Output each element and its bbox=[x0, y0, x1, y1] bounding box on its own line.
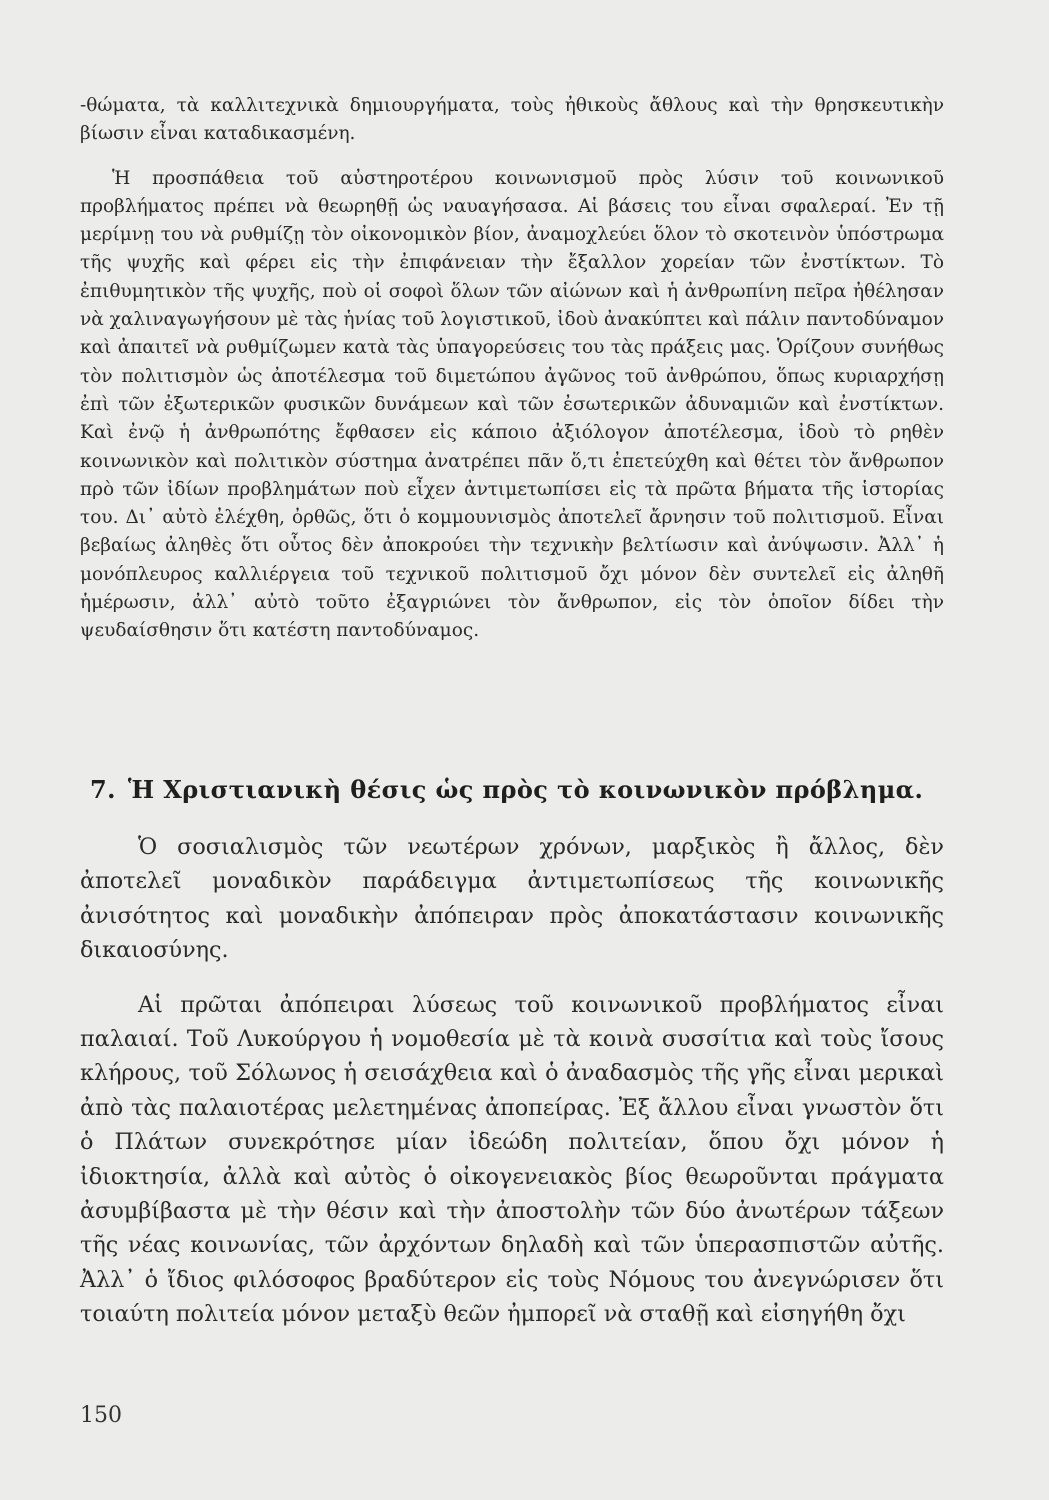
continued-text-block bbox=[80, 92, 944, 662]
ancient-attempts-paragraph: Αἱ πρῶται ἀπόπειραι λύσεως τοῦ κοινωνικοῦ προβλήματος εἶναι παλαιαί. Τοῦ Λυκούργου ἡ νομοθεσία μὲ τὰ κοινὰ συσσίτια καὶ τοὺς ἴσους κλήρους, τοῦ Σόλωνος ἡ σεισάχθεια καὶ ὁ ἀναδασμὸς τῆς γῆς εἶναι μερικαὶ ἀπὸ τὰς παλαιοτέρας μελετημένας ἀποπείρας. Ἐξ ἄλλου εἶναι γνωστὸν ὅτι ὁ Πλάτων συνεκρότησε μίαν ἰδεώδη πολιτείαν, ὅπου ὄχι μόνον ἡ ἰδιοκτησία, ἀλλὰ καὶ αὐτὸς ὁ οἰκογενειακὸς βίος θεωροῦνται πράγματα ἀσυμβίβαστα μὲ τὴν θέσιν καὶ τὴν ἀποστολὴν τῶν δύο ἀνωτέρων τάξεων τῆς νέας κοινωνίας, τῶν ἀρχόντων δηλαδὴ καὶ τῶν ὑπερασπιστῶν αὐτῆς. Ἀλλ᾽ ὁ ἴδιος φιλόσοφος βραδύτερον εἰς τοὺς Νόμους του ἀνεγνώρισεν ὅτι τοιαύτη πολιτεία μόνον μεταξὺ θεῶν ἠμπορεῖ νὰ σταθῇ καὶ εἰσηγήθη ὄχι bbox=[80, 991, 944, 1328]
section-title: Ἡ Χριστιανικὴ θέσις ὡς πρὸς τὸ κοινωνικὸν πρόβλημα. bbox=[127, 775, 924, 804]
section-body bbox=[80, 830, 944, 1352]
communism-critique-paragraph: Ἡ προσπάθεια τοῦ αὐστηροτέρου κοινωνισμοῦ πρὸς λύσιν τοῦ κοινωνικοῦ προβλήματος πρέπει νὰ θεωρηθῇ ὡς ναυαγήσασα. Αἱ βάσεις του εἶναι σφαλεραί. Ἐν τῇ μερίμνῃ του νὰ ρυθμίζῃ τὸν οἰκονομικὸν βίον, ἀναμοχλεύει ὅλον τὸ σκοτεινὸν ὑπόστρωμα τῆς ψυχῆς καὶ φέρει εἰς τὴν ἐπιφάνειαν τὴν ἔξαλλον χορείαν τῶν ἐνστίκτων. Τὸ ἐπιθυμητικὸν τῆς ψυχῆς, ποὺ οἱ σοφοὶ ὅλων τῶν αἰώνων καὶ ἡ ἀνθρωπίνη πεῖρα ἠθέλησαν νὰ χαλιναγωγήσουν μὲ τὰς ἡνίας τοῦ λογιστικοῦ, ἰδοὺ ἀνακύπτει καὶ πάλιν παντοδύναμον καὶ ἀπαιτεῖ νὰ ρυθμίζωμεν κατὰ τὰς ὑπαγορεύσεις του τὰς πράξεις μας. Ὁρίζουν συνήθως τὸν πολιτισμὸν ὡς ἀποτέλεσμα τοῦ διμετώπου ἀγῶνος τοῦ ἀνθρώπου, ὅπως κυριαρχήσῃ ἐπὶ τῶν ἐξωτερικῶν φυσικῶν δυνάμεων καὶ τῶν ἐσωτερικῶν ἀδυναμιῶν καὶ ἐνστίκτων. Καὶ ἐνῷ ἡ ἀνθρωπότης ἔφθασεν εἰς κάποιο ἀξιόλογον ἀποτέλεσμα, ἰδοὺ τὸ ρηθὲν κοινωνικὸν καὶ πολιτικὸν σύστημα ἀνατρέπει πᾶν ὅ,τι ἐπετεύχθη καὶ θέτει τὸν ἄνθρωπον πρὸ τῶν ἰδίων προβλημάτων ποὺ εἶχεν ἀντιμετωπίσει εἰς τὰ πρῶτα βήματα τῆς ἱστορίας του. Δι᾽ αὐτὸ ἐλέχθη, ὀρθῶς, ὅτι ὁ κομμουνισμὸς ἀποτελεῖ ἄρνησιν τοῦ πολιτισμοῦ. Εἶναι βεβαίως ἀληθὲς ὅτι οὗτος δὲν ἀποκρούει τὴν τεχνικὴν βελτίωσιν καὶ ἀνύψωσιν. Ἀλλ᾽ ἡ μονόπλευρος καλλιέργεια τοῦ τεχνικοῦ πολιτισμοῦ ὄχι μόνον δὲν συντελεῖ εἰς ἀληθῆ ἡμέρωσιν, ἀλλ᾽ αὐτὸ τοῦτο ἐξαγριώνει τὸν ἄνθρωπον, εἰς τὸν ὁποῖον δίδει τὴν ψευδαίσθησιν ὅτι κατέστη παντοδύναμος. bbox=[80, 167, 944, 642]
socialism-paragraph: Ὁ σοσιαλισμὸς τῶν νεωτέρων χρόνων, μαρξικὸς ἢ ἄλλος, δὲν ἀποτελεῖ μοναδικὸν παράδειγμα ἀντιμετωπίσεως τῆς κοινωνικῆς ἀνισότητος καὶ μοναδικὴν ἀπόπειραν πρὸς ἀποκατάστασιν κοινωνικῆς δικαιοσύνης. bbox=[80, 834, 944, 964]
section-heading bbox=[90, 775, 950, 804]
section-number: 7. bbox=[90, 775, 116, 804]
continued-paragraph: -θώματα, τὰ καλλιτεχνικὰ δημιουργήματα, τοὺς ἠθικοὺς ἄθλους καὶ τὴν θρησκευτικὴν βίωσιν εἶναι καταδικασμένη. bbox=[80, 95, 944, 145]
page-number: 150 bbox=[80, 1403, 122, 1428]
